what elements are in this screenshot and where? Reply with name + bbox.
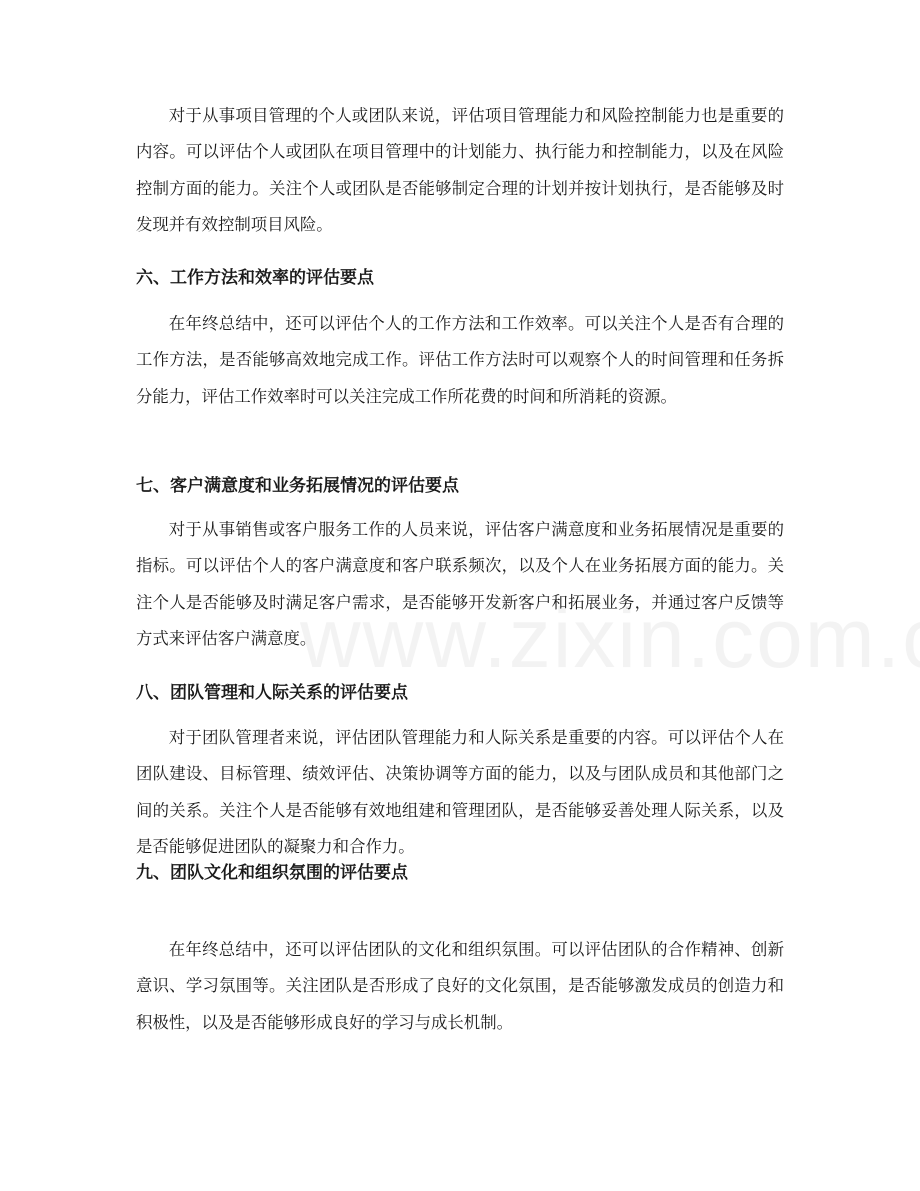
section-heading-team-management: 八、团队管理和人际关系的评估要点	[136, 683, 408, 703]
paragraph-work-method: 在年终总结中，还可以评估个人的工作方法和工作效率。可以关注个人是否有合理的工作方法，是否能够高效地完成工作。评估工作方法时可以观察个人的时间管理和任务拆分能力，评估工作效率时可以关注完成工作所花费的时间和所消耗的资源。	[136, 314, 784, 406]
paragraph-team-culture: 在年终总结中，还可以评估团队的文化和组织氛围。可以评估团队的合作精神、创新意识、学习氛围等。关注团队是否形成了良好的文化氛围，是否能够激发成员的创造力和积极性，以及是否能够形成良好的学习与成长机制。	[136, 940, 784, 1032]
section-heading-work-method: 六、工作方法和效率的评估要点	[136, 268, 374, 288]
paragraph-customer-satisfaction: 对于从事销售或客户服务工作的人员来说，评估客户满意度和业务拓展情况是重要的指标。可以评估个人的客户满意度和客户联系频次，以及个人在业务拓展方面的能力。关注个人是否能够及时满足客户需求，是否能够开发新客户和拓展业务，并通过客户反馈等方式来评估客户满意度。	[136, 520, 784, 649]
paragraph-team-management: 对于团队管理者来说，评估团队管理能力和人际关系是重要的内容。可以评估个人在团队建设、目标管理、绩效评估、决策协调等方面的能力，以及与团队成员和其他部门之间的关系。关注个人是否能够有效地组建和管理团队，是否能够妥善处理人际关系，以及是否能够促进团队的凝聚力和合作力。	[136, 728, 784, 857]
section-heading-customer-satisfaction: 七、客户满意度和业务拓展情况的评估要点	[136, 476, 459, 496]
paragraph-project-management: 对于从事项目管理的个人或团队来说，评估项目管理能力和风险控制能力也是重要的内容。可以评估个人或团队在项目管理中的计划能力、执行能力和控制能力，以及在风险控制方面的能力。关注个人或团队是否能够制定合理的计划并按计划执行，是否能够及时发现并有效控制项目风险。	[136, 106, 784, 235]
section-heading-team-culture: 九、团队文化和组织氛围的评估要点	[136, 863, 408, 883]
